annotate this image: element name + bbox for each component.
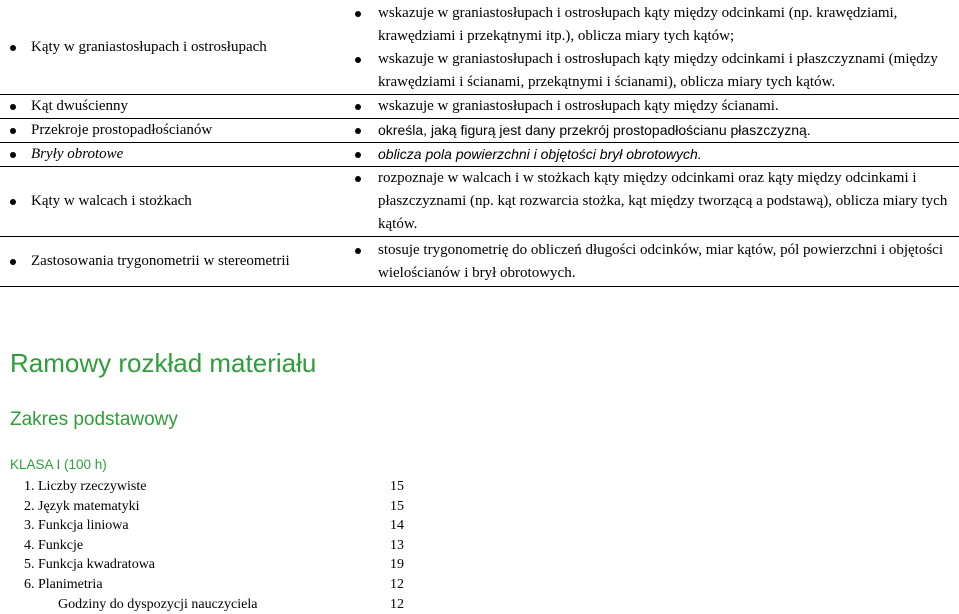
schedule-name: 3. Funkcja liniowa [24, 518, 129, 534]
bullet-icon [10, 259, 16, 265]
list-item [24, 555, 420, 575]
schedule-list [24, 477, 420, 614]
bullet-icon [10, 199, 16, 205]
bullet-icon [355, 11, 361, 17]
description-cell [342, 167, 959, 237]
bullet-icon [355, 176, 361, 182]
description-cell [342, 0, 959, 95]
description-cell [342, 119, 959, 143]
description-cell [342, 95, 959, 119]
schedule-name: 5. Funkcja kwadratowa [24, 557, 156, 573]
bullet-icon [10, 128, 16, 134]
bullet-icon [10, 45, 16, 51]
schedule-hours: 15 [390, 498, 404, 514]
table-row [0, 167, 959, 237]
topic-cell [0, 237, 342, 287]
schedule-hours: 12 [390, 596, 404, 612]
description-text: stosuje trygonometrię do obliczeń długości odcinków, miar kątów, pól powierzchni i objętości wielościanów i brył obrotowych. [378, 241, 944, 281]
list-item [24, 536, 420, 556]
topic-cell [0, 0, 342, 95]
bullet-icon [10, 152, 16, 158]
bullet-icon [355, 248, 361, 254]
table-row [0, 0, 959, 95]
description-text: wskazuje w graniastosłupach i ostrosłupach kąty między odcinkami i płaszczyznami (między krawędziami i ścianami, przekątnymi i ścianami), oblicza miary tych kątów. [378, 51, 938, 90]
bullet-icon [10, 104, 16, 110]
description-text: wskazuje w graniastosłupach i ostrosłupach kąty między ścianami. [378, 98, 779, 114]
section-subtitle: Zakres podstawowy [10, 409, 178, 430]
schedule-hours: 12 [390, 576, 404, 592]
topic-cell [0, 167, 342, 237]
topic-cell [0, 143, 342, 167]
topic-cell [0, 119, 342, 143]
table-row [0, 95, 959, 119]
topic-text: Bryły obrotowe [31, 146, 124, 162]
list-item [24, 575, 420, 595]
description-text: oblicza pola powierzchni i objętości brył obrotowych. [378, 146, 702, 162]
list-item [24, 497, 420, 517]
list-item [24, 516, 420, 536]
class-label: KLASA I (100 h) [10, 457, 107, 472]
bullet-icon [355, 128, 361, 134]
list-item [24, 477, 420, 497]
topic-text: Zastosowania trygonometrii w stereometrii [31, 253, 290, 269]
description-text: określa, jaką figurą jest dany przekrój prostopadłościanu płaszczyzną. [378, 122, 811, 138]
topic-cell [0, 95, 342, 119]
list-item [24, 595, 420, 614]
schedule-name: 2. Język matematyki [24, 498, 140, 514]
schedule-name: 6. Planimetria [24, 576, 103, 592]
table-row [0, 237, 959, 287]
schedule-name: 4. Funkcje [24, 537, 84, 553]
topic-text: Kąty w walcach i stożkach [31, 193, 192, 209]
table-row [0, 143, 959, 167]
table-row [0, 119, 959, 143]
schedule-hours: 14 [390, 518, 404, 534]
schedule-hours: 13 [390, 537, 404, 553]
bullet-icon [355, 152, 361, 158]
description-text: rozpoznaje w walcach i w stożkach kąty między odcinkami oraz kąty między odcinkami i płaszczyznami (np. kąt rozwarcia stożka, kąt między tworzącą a podstawą), oblicza miary tych kątów. [378, 170, 948, 232]
schedule-hours: 15 [390, 479, 404, 494]
section-title: Ramowy rozkład materiału [10, 348, 317, 378]
schedule-name: 1. Liczby rzeczywiste [24, 479, 147, 494]
topic-text: Kąty w graniastosłupach i ostrosłupach [31, 38, 267, 55]
bullet-icon [355, 104, 361, 110]
description-text: wskazuje w graniastosłupach i ostrosłupach kąty między odcinkami (np. krawędziami, krawędziami i przekątnymi itp.), oblicza miary tych kątów; [378, 5, 898, 44]
description-cell [342, 143, 959, 167]
bullet-icon [355, 57, 361, 63]
schedule-name: Godziny do dyspozycji nauczyciela [58, 596, 258, 612]
requirements-table [0, 0, 959, 287]
description-cell [342, 237, 959, 287]
topic-text: Kąt dwuścienny [31, 98, 129, 114]
schedule-hours: 19 [390, 557, 404, 573]
topic-text: Przekroje prostopadłościanów [31, 122, 213, 138]
